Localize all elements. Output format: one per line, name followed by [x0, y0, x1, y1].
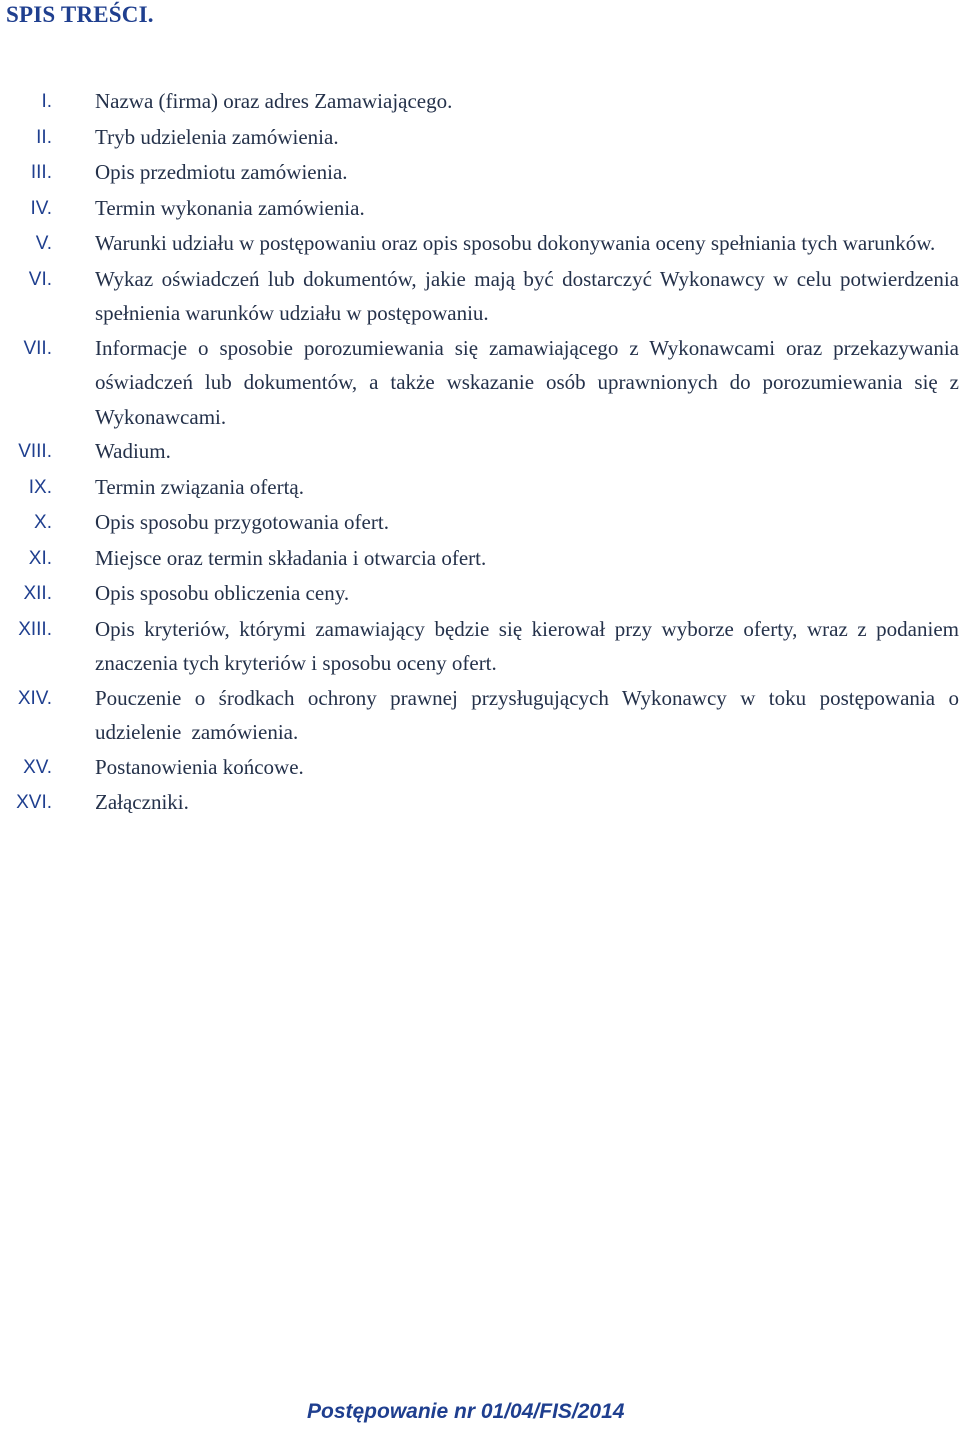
toc-entry-text: Miejsce oraz termin składania i otwarcia ofert.: [95, 545, 487, 570]
toc-item-8[interactable]: [0, 434, 960, 470]
toc-entry-text: Załączniki.: [95, 790, 189, 814]
toc-item-16[interactable]: [0, 785, 960, 821]
toc-numeral: XI.: [28, 547, 52, 569]
toc-item-10[interactable]: [0, 505, 960, 541]
toc-entry-text: Opis sposobu obliczenia ceny.: [95, 581, 350, 605]
toc-numeral: VI.: [28, 268, 52, 290]
toc-numeral: I.: [41, 91, 52, 112]
toc-item-5[interactable]: [0, 226, 960, 262]
toc-entry-text: Opis kryteriów, którymi zamawiający będzie się kierował przy wyborze oferty, wraz z podaniem znaczenia tych kryteriów i sposobu oceny ofert.: [95, 616, 959, 675]
toc-item-9[interactable]: [0, 470, 960, 506]
toc-entry-text: Opis sposobu przygotowania ofert.: [95, 510, 389, 534]
toc-numeral: X.: [34, 512, 52, 533]
toc-item-15[interactable]: [0, 750, 960, 786]
toc-item-6[interactable]: [0, 262, 960, 331]
toc-numeral: V.: [35, 233, 52, 254]
toc-entry-text: Termin związania ofertą.: [95, 474, 304, 499]
toc-numeral: II.: [36, 126, 52, 148]
toc-entry-text: Termin wykonania zamówienia.: [95, 195, 365, 220]
toc-entry-text: Wykaz oświadczeń lub dokumentów, jakie mają być dostarczyć Wykonawcy w celu potwierdzenia spełnienia warunków udziału w postępowaniu.: [95, 266, 959, 325]
toc-numeral: IV.: [30, 197, 52, 219]
footer-procedure-number: Postępowanie nr 01/04/FIS/2014: [307, 1400, 625, 1423]
toc-item-3[interactable]: [0, 155, 960, 191]
toc-numeral: XV.: [23, 756, 52, 778]
toc-numeral: XII.: [23, 583, 52, 604]
toc-item-2[interactable]: [0, 120, 960, 156]
page-title: SPIS TREŚCI.: [6, 2, 154, 27]
toc-item-1[interactable]: [0, 84, 960, 120]
toc-numeral: VII.: [23, 337, 52, 359]
toc-item-12[interactable]: [0, 576, 960, 612]
toc-numeral: XIII.: [18, 618, 52, 640]
toc-entry-text: Postanowienia końcowe.: [95, 754, 304, 779]
toc-entry-text: Wadium.: [95, 439, 171, 463]
toc-numeral: IX.: [28, 476, 52, 498]
toc-entry-text: Opis przedmiotu zamówienia.: [95, 160, 348, 184]
toc-item-4[interactable]: [0, 191, 960, 227]
toc-numeral: VIII.: [18, 441, 52, 462]
toc-entry-text: Informacje o sposobie porozumiewania się zamawiającego z Wykonawcami oraz przekazywania oświadczeń lub dokumentów, a także wskazanie osób uprawnionych do porozumiewania się z Wykonawcami.: [95, 335, 959, 429]
toc-numeral: XVI.: [16, 792, 52, 813]
toc-entry-text: Tryb udzielenia zamówienia.: [95, 124, 339, 149]
toc-entry-text: Pouczenie o środkach ochrony prawnej przysługujących Wykonawcy w toku postępowania o udzielenie zamówienia.: [95, 685, 959, 744]
toc-numeral: XIV.: [17, 687, 52, 709]
toc-item-11[interactable]: [0, 541, 960, 577]
toc-item-13[interactable]: [0, 612, 960, 681]
toc-item-14[interactable]: [0, 681, 960, 750]
toc-entry-text: Warunki udziału w postępowaniu oraz opis sposobu dokonywania oceny spełniania tych warunków.: [95, 231, 936, 255]
toc-item-7[interactable]: [0, 331, 960, 435]
toc-entry-text: Nazwa (firma) oraz adres Zamawiającego.: [95, 89, 453, 113]
toc-numeral: III.: [30, 162, 52, 183]
table-of-contents: [0, 84, 960, 821]
